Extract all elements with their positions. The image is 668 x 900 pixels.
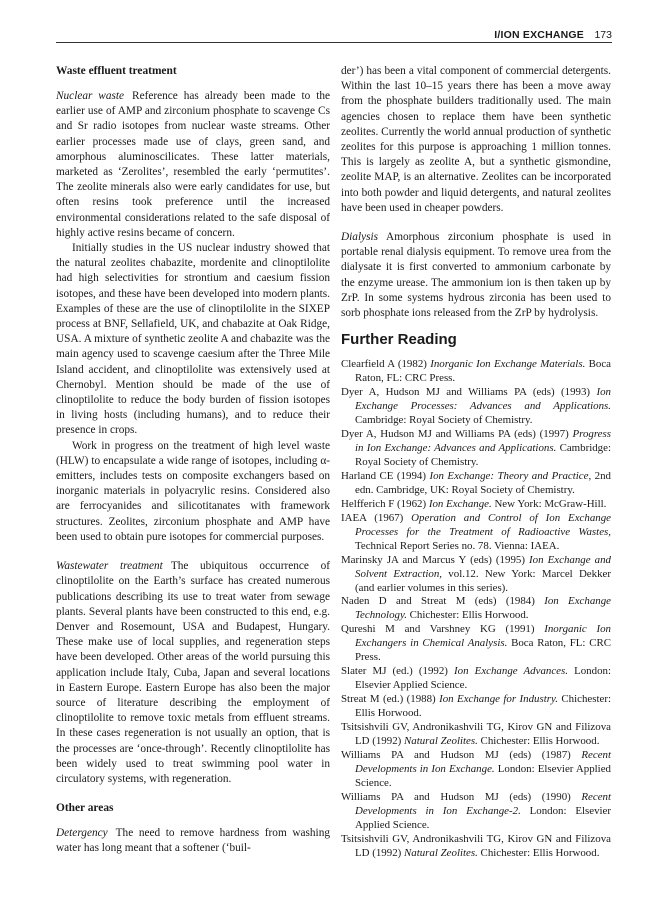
paragraph-nuclear-studies: Initially studies in the US nuclear industry showed that the natural zeolites chabazite, mordenite and clinoptilolite had high selectivities for strontium and caesium fission isotopes, and these have been developed into modern plants. Examples of these are the use of clinoptilolite in the SIXEP process at BNF, Sellafield, UK, and chabazite at Oak Ridge, USA. A mixture of synthetic zeolite A and chabazite was the main agency used to scavenge caesium after the Three Mile Island accident, and clinoptilolite was extensively used at Chernobyl. Mention should be made of the use of clinoptilolite to reduce the body burden of fission isotopes in living hosts (including humans), and to reduce their presence in crops. [56,242,330,437]
heading-waste-effluent-treatment: Waste effluent treatment [56,65,177,77]
paragraph-detergency [56,826,330,856]
reference-item: Naden D and Streat M (eds) (1984) Ion Exchange Technology. Chichester: Ellis Horwood. [341,595,611,622]
running-header [0,12,668,41]
reference-item: Dyer A, Hudson MJ and Williams PA (eds) (1997) Progress in Ion Exchange: Advances and Applications. Cambridge: Royal Society of Chemistry. [341,428,611,468]
reference-item: Marinsky JA and Marcus Y (eds) (1995) Ion Exchange and Solvent Extraction, vol.12. New York: Marcel Dekker (and earlier volumes in this series). [341,553,611,594]
runin-dialysis: Dialysis [341,231,379,244]
runin-nuclear-waste: Nuclear waste [56,90,125,102]
header-rule [56,42,612,43]
reference-item: Tsitsishvili GV, Andronikashvili TG, Kirov GN and Filizova LD (1992) Natural Zeolites. Chichester: Ellis Horwood. [341,832,611,859]
reference-item: Streat M (ed.) (1988) Ion Exchange for Industry. Chichester: Ellis Horwood. [341,693,611,720]
runin-wastewater-treatment: Wastewater treatment [56,560,163,573]
paragraph-hlw-work: Work in progress on the treatment of high level waste (HLW) to encapsulate a wide range of isotopes, including α-emitters, includes tests on composite exchangers based on inorganic materials in polyacrylic resins. Considered also are ferrocyanides and silicotitanates with framework structures. Zeolites, zirconium phosphate and AMP have been used to obtain pure isotopes for commercial purposes. [56,439,330,543]
reference-item: Dyer A, Hudson MJ and Williams PA (eds) (1993) Ion Exchange Processes: Advances and Applications. Cambridge: Royal Society of Chemistry. [341,386,611,427]
paragraph-detergency-text: The need to remove hardness from washing water has long meant that a softener (‘buil- [56,827,330,855]
runin-detergency: Detergency [56,827,108,840]
reference-list [341,358,611,860]
paragraph-nuclear-waste [56,89,330,241]
paragraph-wastewater-text: The ubiquitous occurrence of clinoptilolite on the Earth’s surface has created numerous publications describing its use to treat water from sewage plants. Several plants have been constructed to this end, e.g. Denver and Rosemount, USA and Budapest, Hungary. These make use of local supplies, and regeneration steps have been developed. Other areas of the world pursuing this application include Italy, Cuba, Japan and several locations in Eastern Europe. Eastern Europe has also been the major source of literature describing the employment of clinoptilolite to remove toxic metals from effluent streams. In these cases regeneration is not usually an option, that is the processes are ‘once-through’. Recently clinoptilolite has been widely used to treat swimming pool water in circulatory systems, with regeneration. [56,560,330,785]
reference-item: Williams PA and Hudson MJ (eds) (1987) Recent Developments in Ion Exchange. London: Elsevier Applied Science. [341,748,611,789]
reference-item: Williams PA and Hudson MJ (eds) (1990) Recent Developments in Ion Exchange-2. London: Elsevier Applied Science. [341,790,611,831]
reference-item: Slater MJ (ed.) (1992) Ion Exchange Advances. London: Elsevier Applied Science. [341,665,611,692]
reference-item: Helfferich F (1962) Ion Exchange. New York: McGraw-Hill. [341,497,607,510]
right-column [341,64,611,861]
reference-item: Qureshi M and Varshney KG (1991) Inorganic Ion Exchangers in Chemical Analysis. Boca Raton, FL: CRC Press. [341,623,611,664]
heading-other-areas: Other areas [56,802,114,815]
reference-item: Clearfield A (1982) Inorganic Ion Exchange Materials. Boca Raton, FL: CRC Press. [341,358,612,385]
paragraph-wastewater [56,559,330,787]
paragraph-detergency-continued: der’) has been a vital component of commercial detergents. Within the last 10–15 years there has been a move away from the phosphate builders traditionally used. The main agencies chosen to replace them have been synthetic zeolites. Currently the world annual production of synthetic zeolites for this purpose is approaching 1 million tonnes. This is largely as zeolite A, but a synthetic gismondine, zeolite MAP, is an alternative. Zeolites can be incorporated into both powder and liquid detergents, and natural zeolites have been used in cheaper powders. [341,65,611,214]
reference-item: IAEA (1967) Operation and Control of Ion Exchange Processes for the Treatment of Radioactive Wastes, Technical Report Series no. 78. Vienna: IAEA. [341,511,611,552]
page-number: 173 [594,29,612,41]
heading-further-reading: Further Reading [341,331,457,349]
paragraph-dialysis [341,230,611,321]
paragraph-nuclear-waste-text: Reference has already been made to the earlier use of AMP and zirconium phosphate to scavenge Cs and Sr radio isotopes from nuclear waste streams. Other earlier processes made use of clays, green sand, and amorphous aluminoscilicates. These latter materials, marketed as ‘Zerolites’, resembled the early ‘permutites’. The zeolite minerals also were early candidates for use, but often resins took preference until the increased environmental considerations related to the safe disposal of highly active resins became of concern. [56,90,330,239]
running-header-title: I/ION EXCHANGE [494,29,584,41]
reference-item: Harland CE (1994) Ion Exchange: Theory and Practice, 2nd edn. Cambridge, UK: Royal Society of Chemistry. [341,469,611,496]
left-column [56,64,330,857]
paragraph-dialysis-text: Amorphous zirconium phosphate is used in portable renal dialysis equipment. To remove urea from the dialysate it is first converted to ammonium carbonate by the enzyme urease. The ammonium ion is then taken up by ZrP. In some systems hydrous zirconia has been used to sorb phosphate ions released from the ZrP by hydrolysis. [341,231,611,320]
reference-item: Tsitsishvili GV, Andronikashvili TG, Kirov GN and Filizova LD (1992) Natural Zeolites. Chichester: Ellis Horwood. [341,721,611,747]
